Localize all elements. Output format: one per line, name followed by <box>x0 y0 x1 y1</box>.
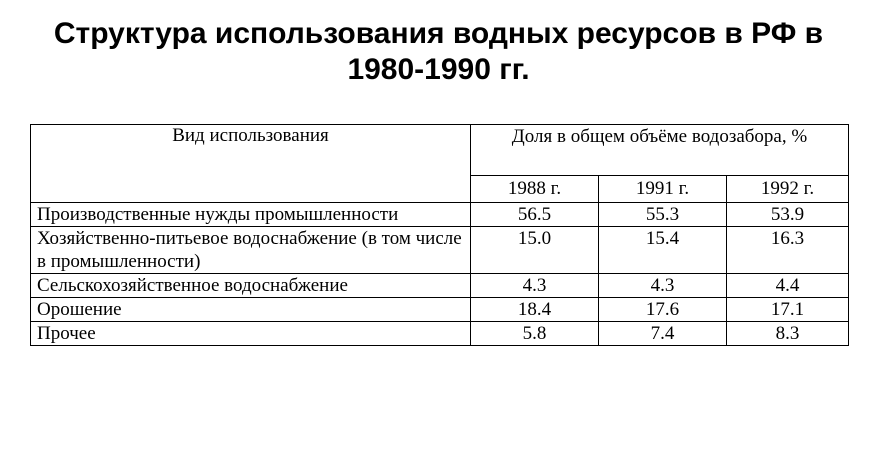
title-line-1: Структура использования водных ресурсов в РФ в <box>53 17 824 50</box>
usage-type-header: Вид использования <box>31 125 471 203</box>
table-row <box>31 227 849 274</box>
table-cell: 15.0 <box>471 227 599 274</box>
row-label: Сельскохозяйственное водоснабжение <box>31 274 471 298</box>
table-cell: 8.3 <box>727 322 849 346</box>
table-row <box>31 322 849 346</box>
table-cell: 7.4 <box>599 322 727 346</box>
table-cell: 4.3 <box>471 274 599 298</box>
table-cell: 17.6 <box>599 298 727 322</box>
table-cell: 56.5 <box>471 203 599 227</box>
water-usage-table <box>30 124 849 346</box>
table-cell: 55.3 <box>599 203 727 227</box>
table-row <box>31 274 849 298</box>
table-row <box>31 203 849 227</box>
table-cell: 16.3 <box>727 227 849 274</box>
year-header: 1988 г. <box>471 176 599 203</box>
table-cell: 18.4 <box>471 298 599 322</box>
table-cell: 53.9 <box>727 203 849 227</box>
table-cell: 4.4 <box>727 274 849 298</box>
row-label: Прочее <box>31 322 471 346</box>
year-header: 1992 г. <box>727 176 849 203</box>
table-cell: 17.1 <box>727 298 849 322</box>
title-line-2: 1980-1990 гг. <box>347 53 530 86</box>
table-cell: 4.3 <box>599 274 727 298</box>
share-header: Доля в общем объёме водозабора, % <box>471 125 849 176</box>
table-cell: 5.8 <box>471 322 599 346</box>
page-title <box>0 16 877 88</box>
table-cell: 15.4 <box>599 227 727 274</box>
year-header: 1991 г. <box>599 176 727 203</box>
row-label: Орошение <box>31 298 471 322</box>
row-label: Хозяйственно-питьевое водоснабжение (в том числе в промышленности) <box>31 227 471 274</box>
table-header-row <box>31 125 849 176</box>
row-label: Производственные нужды промышленности <box>31 203 471 227</box>
table-row <box>31 298 849 322</box>
